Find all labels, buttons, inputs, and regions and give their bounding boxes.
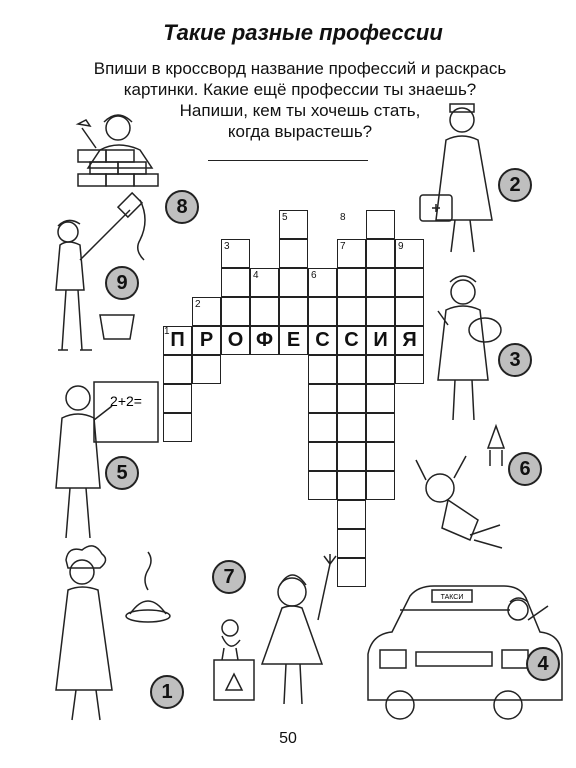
clue-number: 3	[224, 241, 230, 252]
badge-7: 7	[212, 560, 246, 594]
clue-number: 7	[340, 241, 346, 252]
clue-number: 2	[195, 299, 201, 310]
doctor-illustration	[420, 104, 492, 252]
clue-number: 6	[311, 270, 317, 281]
crossword-letter: Е	[286, 329, 301, 351]
crossword-letter: И	[373, 329, 388, 351]
badge-5: 5	[105, 456, 139, 490]
crossword-letter: С	[344, 329, 359, 351]
crossword-letter: О	[227, 329, 244, 351]
crossword-letter: Ф	[255, 329, 274, 351]
crossword-letter: Я	[402, 329, 417, 351]
page-title: Такие разные профессии	[163, 20, 443, 45]
badge-6: 6	[508, 452, 542, 486]
board-text: 2+2=	[110, 393, 142, 409]
astronaut-illustration	[416, 426, 504, 548]
instruction-line: Напиши, кем ты хочешь стать,	[179, 101, 421, 120]
instruction-line: когда вырастешь?	[227, 122, 373, 141]
badge-3: 3	[498, 343, 532, 377]
instruction-line: картинки. Какие ещё профессии ты знаешь?	[123, 80, 477, 99]
crossword-letter: Р	[199, 329, 214, 351]
artist-illustration	[438, 276, 501, 420]
clue-number: 4	[253, 270, 259, 281]
clue-number: 1	[164, 326, 170, 337]
crossword-letter: С	[315, 329, 330, 351]
clue-number: 8	[340, 212, 346, 223]
crossword-letter: П	[170, 329, 185, 351]
teacher-illustration	[56, 382, 158, 538]
clue-number: 9	[398, 241, 404, 252]
badge-4: 4	[526, 647, 560, 681]
page-number: 50	[279, 730, 297, 747]
instruction-line: Впиши в кроссворд название профессий и раскрась	[93, 59, 507, 78]
badge-2: 2	[498, 168, 532, 202]
badge-1: 1	[150, 675, 184, 709]
builder-illustration	[78, 115, 158, 186]
clue-number: 5	[282, 212, 288, 223]
taxi-sign: ТАКСИ	[440, 594, 464, 601]
badge-8: 8	[165, 190, 199, 224]
badge-9: 9	[105, 266, 139, 300]
